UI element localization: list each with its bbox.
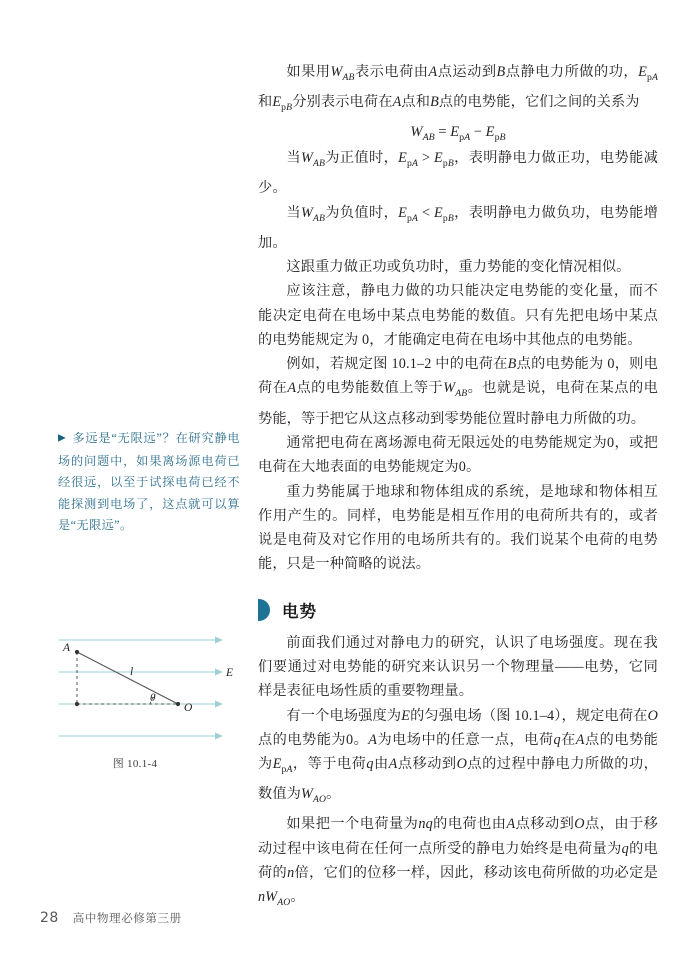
paragraph-uniform-field: 有一个电场强度为E的匀强电场（图 10.1–4），规定电荷在O点的电势能为0。A为电场中的任意一点，电荷q在A点的电势能为$E_{pA}$，等于电荷q由A点移动到O点的过程中静电力所做的功，数值为$W_{AO}$。 [258,707,659,806]
point-o-dot [176,702,180,706]
section-marker-icon [258,599,270,621]
book-title: 高中物理必修第三册 [72,911,182,925]
paragraph-example: 例如，若规定图 10.1–2 中的电荷在B点的电势能为 0，则电荷在A点的电势能数值上等于$W_{AB}$。也就是说，电荷在某点的电势能，等于把它从这点移动到零势能位置时静电力所做的功。 [258,356,658,427]
page-number: 28 [40,910,59,926]
field-line-arrowheads [215,637,223,740]
section-title-text: 电势 [282,601,317,621]
page-footer [40,910,182,926]
figure-svg [30,628,240,746]
label-point-o: O [184,702,193,714]
triangle-right-icon: ▶ [58,432,67,444]
paragraph-zero-reference: 通常把电荷在离场源电荷无限远处的电势能规定为0，或把电荷在大地表面的电势能规定为0。 [258,434,658,476]
paragraph-nq-charge: 如果把一个电荷量为nq的电荷也由A点移动到O点，由于移动过程中该电荷在任何一点所受的静电力始终是电荷量为q的电荷的n倍，它们的位移一样，因此，移动该电荷所做的功必定是$nW_{AO}$。 [258,816,658,909]
paragraph-intro-potential: 前面我们通过对静电力的研究，认识了电场强度。现在我们要通过对电势能的研究来认识另一个物理量——电势，它同样是表征电场性质的重要物理量。 [258,634,658,700]
paragraph-negative-work: 当$W_{AB}$为负值时，$E_{pA} < E_{pB}$，表明静电力做负功，电势能增加。 [258,204,658,251]
formula-wab: $W_{AB} = E_{pA} - E_{pB}$ [410,124,506,144]
margin-note-text: 多远是“无限远”？在研究静电场的问题中，如果离场源电荷已经很远，以至于试探电荷已经不能探测到电场了，这点就可以算是“无限远”。 [58,431,240,532]
label-angle-theta: θ [150,692,156,704]
figure-caption: 图 10.1-4 [112,758,158,770]
paragraph-note-reference: 应该注意，静电力做的功只能决定电势能的变化量，而不能决定电荷在电场中某点电势能的数值。只有先把电场中某点的电势能规定为 0，才能确定电荷在电场中其他点的电势能。 [258,283,658,348]
paragraph-positive-work: 当$W_{AB}$为正值时，$E_{pA} > E_{pB}$，表明静电力做正功，电势能减少。 [258,150,658,197]
section-heading-potential [258,598,658,622]
label-point-a: A [63,642,71,654]
figure-10-1-4 [30,628,240,771]
point-foot-dot [75,702,79,706]
label-field-e: E [226,667,234,679]
paragraph-system-shared: 重力势能属于地球和物体组成的系统，是地球和物体相互作用产生的。同样，电势能是相互作用的电荷所共有的，或者说是电荷及对它作用的电场所共有的。我们说某个电荷的电势能，只是一种简略的说法。 [258,483,658,573]
displacement-line [77,652,178,704]
margin-note [58,428,240,537]
point-a-dot [75,650,79,654]
label-length-l: l [130,666,134,678]
main-text-column [258,60,658,915]
paragraph-gravity-analogy: 这跟重力做正功或负功时，重力势能的变化情况相似。 [286,259,631,275]
paragraph-wab-definition: 如果用$W_{AB}$表示电荷由A点运动到B点静电力所做的功，$E_{pA}$和$E_{pB}$分别表示电荷在A点和B点的电势能，它们之间的关系为 [258,64,658,113]
